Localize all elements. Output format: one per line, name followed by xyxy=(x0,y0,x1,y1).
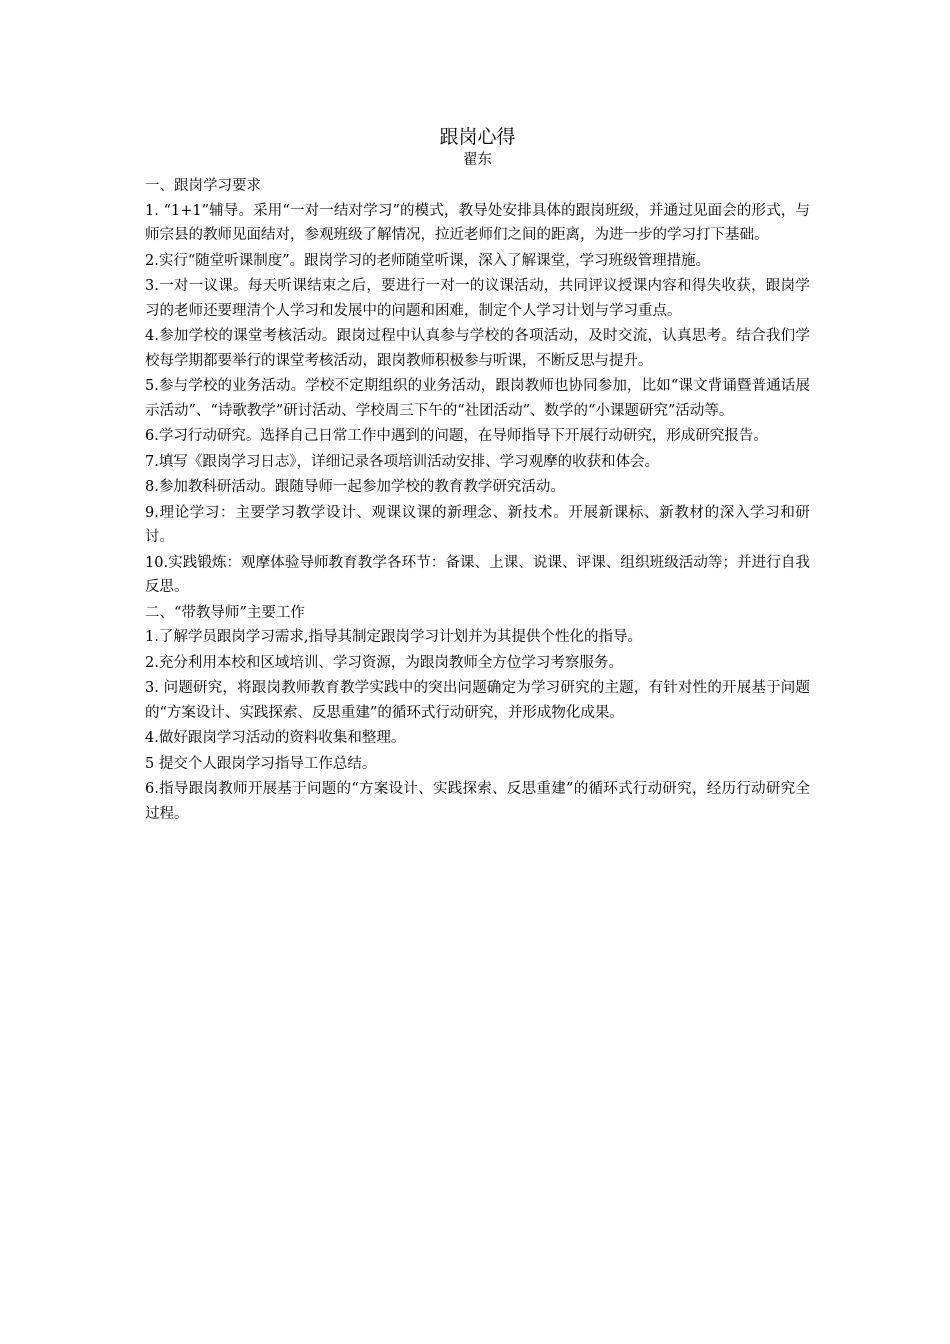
list-item: 7.填写《跟岗学习日志》，详细记录各项培训活动安排、学习观摩的收获和体会。 xyxy=(145,453,660,470)
section-mentor-work xyxy=(145,601,810,827)
list-item: 2.充分利用本校和区域培训、学习资源，为跟岗教师全方位学习考察服务。 xyxy=(145,654,623,671)
section-heading: 一、跟岗学习要求 xyxy=(145,178,261,194)
list-item: 4.参加学校的课堂考核活动。跟岗过程中认真参与学校的各项活动，及时交流，认真思考。结合我们学校每学期都要举行的课堂考核活动，跟岗教师积极参与听课，不断反思与提升。 xyxy=(145,328,810,369)
section-requirements xyxy=(145,174,810,600)
list-item: 5 提交个人跟岗学习指导工作总结。 xyxy=(145,755,377,772)
list-item: 2.实行“随堂听课制度”。跟岗学习的老师随堂听课，深入了解课堂，学习班级管理措施。 xyxy=(145,252,711,269)
list-item: 4.做好跟岗学习活动的资料收集和整理。 xyxy=(145,730,406,746)
list-item: 6.学习行动研究。选择自己日常工作中遇到的问题，在导师指导下开展行动研究，形成研究报告。 xyxy=(145,428,768,444)
list-item: 1.了解学员跟岗学习需求,指导其制定跟岗学习计划并为其提供个性化的指导。 xyxy=(145,629,642,645)
list-item: 1. “1+1”辅导。采用“一对一结对学习”的模式，教导处安排具体的跟岗班级，并通过见面会的形式，与师宗县的教师见面结对，参观班级了解情况，拉近老师们之间的距离，为进一步的学习打下基础。 xyxy=(145,202,810,243)
document-author: 翟东 xyxy=(463,152,492,168)
list-item: 3. 问题研究，将跟岗教师教育教学实践中的突出问题确定为学习研究的主题，有针对性的开展基于问题的“方案设计、实践探索、反思重建”的循环式行动研究，并形成物化成果。 xyxy=(145,680,810,721)
list-item: 6.指导跟岗教师开展基于问题的“方案设计、实践探索、反思重建”的循环式行动研究，经历行动研究全过程。 xyxy=(145,781,810,822)
list-item: 9.理论学习：主要学习教学设计、观课议课的新理念、新技术。开展新课标、新教材的深入学习和研讨。 xyxy=(145,504,810,545)
document-title: 跟岗心得 xyxy=(439,126,516,148)
document-page xyxy=(145,125,810,827)
section-heading: 二、“带教导师”主要工作 xyxy=(145,604,305,621)
list-item: 5.参与学校的业务活动。学校不定期组织的业务活动，跟岗教师也协同参加，比如“课文背诵暨普通话展示活动”、“诗歌教学”研讨活动、学校周三下午的“社团活动”、数学的“小课题研究”活动等。 xyxy=(145,378,810,419)
list-item: 10.实践锻炼：观摩体验导师教育教学各环节：备课、上课、说课、评课、组织班级活动等；并进行自我反思。 xyxy=(145,554,810,595)
list-item: 3.一对一议课。每天听课结束之后，要进行一对一的议课活动，共同评议授课内容和得失收获，跟岗学习的老师还要理清个人学习和发展中的问题和困难，制定个人学习计划与学习重点。 xyxy=(145,278,810,319)
list-item: 8.参加教科研活动。跟随导师一起参加学校的教育教学研究活动。 xyxy=(145,479,565,495)
